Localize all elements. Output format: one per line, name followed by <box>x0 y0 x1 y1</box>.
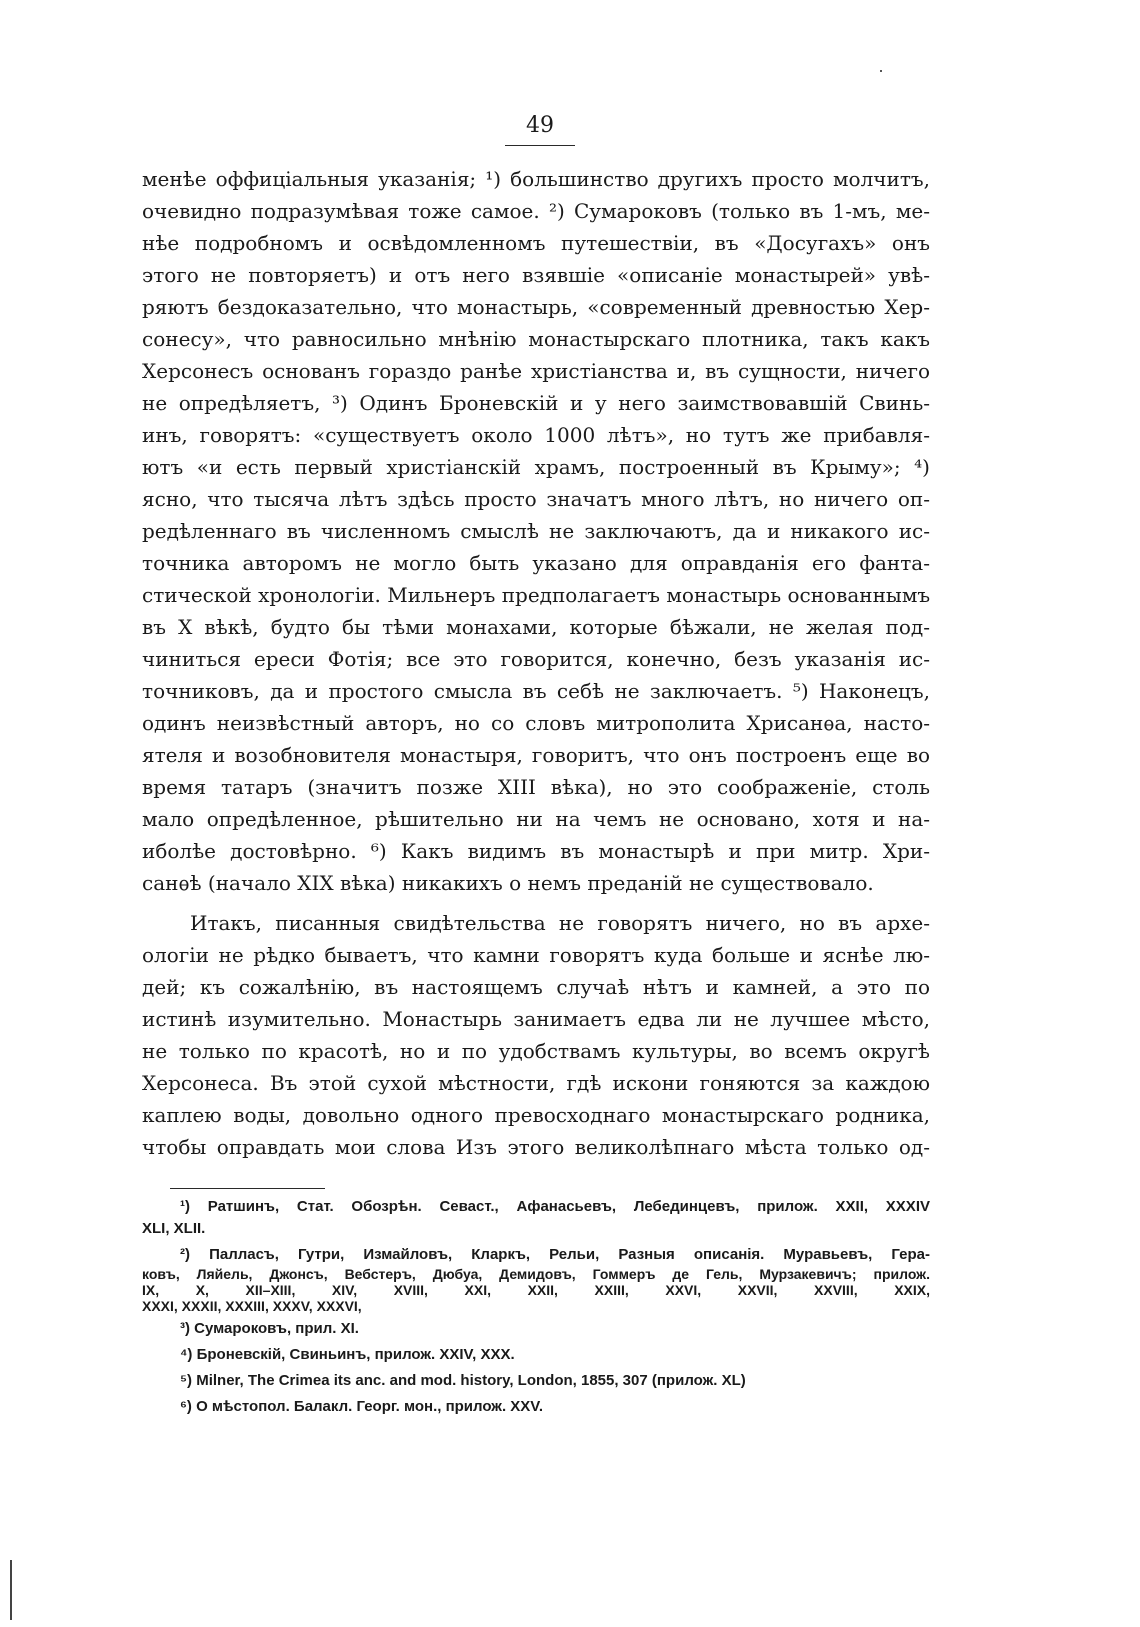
footnote-4: ⁴) Броневскій, Свиньинъ, прилож. XXIV, XXX. <box>180 1346 515 1363</box>
text-line: мало опредѣленное, рѣшительно ни на чемъ не основано, хотя и на- <box>142 807 930 831</box>
footnote-2-cont: IX, X, XII–XIII, XIV, XVIII, XXI, XXII, XXIII, XXVI, XXVII, XXVIII, XXIX, <box>142 1282 930 1298</box>
footnote-6: ⁶) О мѣстопол. Балакл. Георг. мон., прилож. XXV. <box>180 1398 544 1415</box>
paragraph-gap <box>142 899 930 907</box>
text-line: не опредѣляетъ, ³) Одинъ Броневскій и у него заимствовавшій Свинь- <box>142 391 930 415</box>
text-line: каплею воды, довольно одного превосходнаго монастырскаго родника, <box>142 1103 930 1127</box>
text-line: ологіи не рѣдко бываетъ, что камни говорятъ куда больше и яснѣе лю- <box>142 943 930 967</box>
scan-edge-mark <box>10 1560 12 1620</box>
page-number-rule <box>505 145 575 146</box>
text-line: менѣе оффиціальныя указанія; ¹) большинство другихъ просто молчитъ, <box>142 167 930 191</box>
footnote-2-cont: XXXI, XXXII, XXXIII, XXXV, XXXVI, <box>142 1298 362 1314</box>
footnote-5: ⁵) Milner, The Crimea its anc. and mod. history, London, 1855, 307 (прилож. XL) <box>180 1372 746 1389</box>
text-line: этого не повторяетъ) и отъ него взявшіе «описаніе монастырей» увѣ- <box>142 263 930 287</box>
text-line: въ X вѣкѣ, будто бы тѣми монахами, которые бѣжали, не желая под- <box>142 615 930 639</box>
footnote-2-cont: ковъ, Ляйель, Джонсъ, Вебстеръ, Дюбуа, Демидовъ, Гоммеръ де Гель, Мурзакевичъ; прилож. <box>142 1266 930 1282</box>
footnotes <box>142 1196 930 1418</box>
text-line: точниковъ, да и простого смысла въ себѣ не заключаетъ. ⁵) Наконецъ, <box>142 679 930 703</box>
text-line: очевидно подразумѣвая тоже самое. ²) Сумароковъ (только въ 1-мъ, ме- <box>142 199 930 223</box>
text-line: сонесу», что равносильно мнѣнію монастырскаго плотника, такъ какъ <box>142 327 930 351</box>
text-line: стической хронологіи. Мильнеръ предполагаетъ монастырь основаннымъ <box>142 583 930 607</box>
text-line: чиниться ереси Фотія; все это говорится, конечно, безъ указанія ис- <box>142 647 930 671</box>
text-line: время татаръ (значитъ позже XIII вѣка), но это соображеніе, столь <box>142 775 930 799</box>
text-line: ряютъ бездоказательно, что монастырь, «современный древностью Хер- <box>142 295 930 319</box>
text-line: иболѣе достовѣрно. ⁶) Какъ видимъ въ монастырѣ и при митр. Хри- <box>142 839 930 863</box>
text-line: ятеля и возобновителя монастыря, говоритъ, что онъ построенъ еще во <box>142 743 930 767</box>
scan-speck <box>880 70 882 72</box>
text-line: истинѣ изумительно. Монастырь занимаетъ едва ли не лучшее мѣсто, <box>142 1007 930 1031</box>
footnote-1-cont: XLI, XLII. <box>142 1220 206 1237</box>
text-line: чтобы оправдать мои слова Изъ этого великолѣпнаго мѣста только од- <box>142 1135 930 1159</box>
footnote-1: ¹) Ратшинъ, Стат. Обозрѣн. Севаст., Афанасьевъ, Лебединцевъ, прилож. XXII, XXXIV <box>180 1198 930 1215</box>
text-line: точника авторомъ не могло быть указано для оправданія его фанта- <box>142 551 930 575</box>
text-line: Херсонеса. Въ этой сухой мѣстности, гдѣ искони гоняются за каждою <box>142 1071 930 1095</box>
footnote-3: ³) Сумароковъ, прил. XI. <box>180 1320 359 1337</box>
text-line: нѣе подробномъ и освѣдомленномъ путешествіи, въ «Досугахъ» онъ <box>142 231 930 255</box>
footnote-2: ²) Палласъ, Гутри, Измайловъ, Кларкъ, Рельи, Разныя описанія. Муравьевъ, Гера- <box>180 1246 930 1263</box>
text-line: инъ, говорятъ: «существуетъ около 1000 лѣтъ», но тутъ же прибавля- <box>142 423 930 447</box>
footnote-separator <box>170 1188 325 1189</box>
main-text <box>142 163 930 1163</box>
text-line: санѳѣ (начало XIX вѣка) никакихъ о немъ преданій не существовало. <box>142 871 874 895</box>
text-line: ясно, что тысяча лѣтъ здѣсь просто значатъ много лѣтъ, но ничего оп- <box>142 487 930 511</box>
text-line: не только по красотѣ, но и по удобствамъ культуры, во всемъ округѣ <box>142 1039 930 1063</box>
text-line: дей; къ сожалѣнію, въ настоящемъ случаѣ нѣтъ и камней, а это по <box>142 975 930 999</box>
page-number: 49 <box>526 113 554 138</box>
text-line: одинъ неизвѣстный авторъ, но со словъ митрополита Хрисанѳа, насто- <box>142 711 930 735</box>
text-line: редѣленнаго въ численномъ смыслѣ не заключаютъ, да и никакого ис- <box>142 519 930 543</box>
text-line: ютъ «и есть первый христіанскій храмъ, построенный въ Крыму»; ⁴) <box>142 455 930 479</box>
text-line: Итакъ, писанныя свидѣтельства не говорятъ ничего, но въ архе- <box>190 911 930 935</box>
text-line: Херсонесъ основанъ гораздо ранѣе христіанства и, въ сущности, ничего <box>142 359 930 383</box>
